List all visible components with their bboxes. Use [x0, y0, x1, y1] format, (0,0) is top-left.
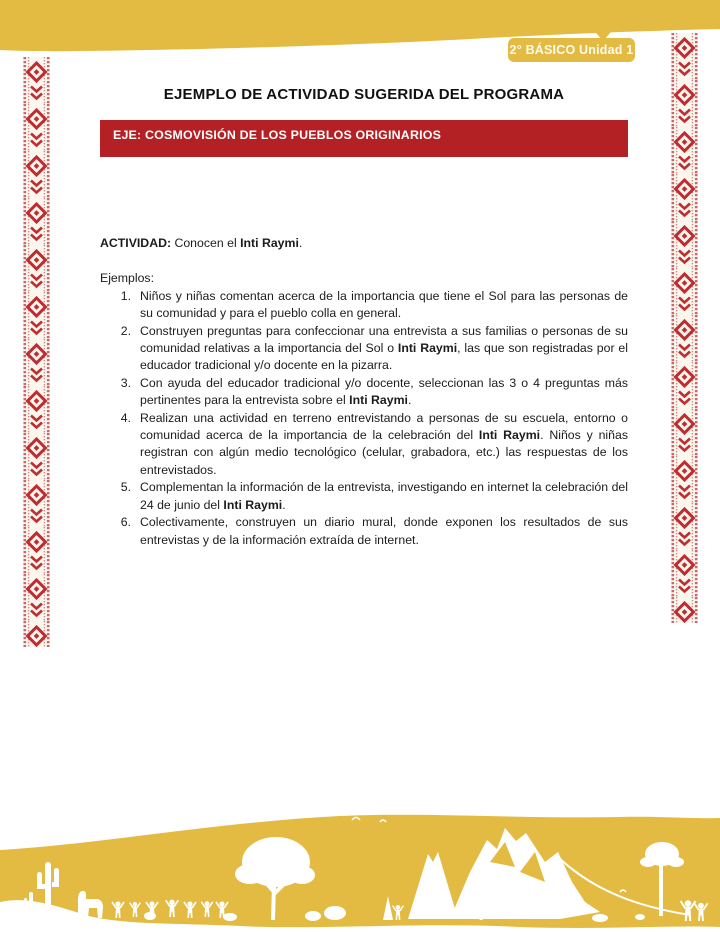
example-text: Niños y niñas comentan acerca de la importancia que tiene el Sol para las personas de su comunidad y para el pueblo colla en general. — [140, 288, 628, 321]
examples-list — [100, 288, 628, 549]
example-text: Realizan una actividad en terreno entrevistando a personas de su escuela, entorno o comunidad acerca de la importancia de la celebración del Inti Raymi. Niños y niñas registran con algún medio tecnológico (celular, grabadora, etc.) las respuestas de los entrevistados. — [140, 410, 628, 477]
left-textile-border-icon — [23, 57, 50, 647]
footer-landscape-icon — [0, 722, 720, 932]
activity-line: ACTIVIDAD: Conocen el Inti Raymi. — [100, 236, 303, 250]
example-text: Con ayuda del educador tradicional y/o docente, seleccionan las 3 o 4 preguntas más pertinentes para la entrevista sobre el Inti Raymi. — [140, 375, 628, 408]
example-number: 4. — [120, 410, 131, 425]
unit-badge: 2° BÁSICO Unidad 1 — [508, 38, 635, 62]
example-number: 3. — [120, 375, 131, 390]
example-item — [100, 375, 628, 410]
examples-label: Ejemplos: — [100, 271, 154, 286]
example-item — [100, 410, 628, 480]
example-item — [100, 479, 628, 514]
example-number: 2. — [120, 323, 131, 338]
right-textile-border-icon — [671, 33, 698, 623]
content-area — [100, 86, 628, 549]
example-number: 1. — [120, 288, 131, 303]
page-title: EJEMPLO DE ACTIVIDAD SUGERIDA DEL PROGRAMA — [163, 86, 565, 103]
example-item — [100, 288, 628, 323]
example-text: Colectivamente, construyen un diario mural, donde exponen los resultados de sus entrevistas y de la información extraída de internet. — [140, 515, 628, 547]
example-number: 5. — [120, 480, 131, 495]
eje-banner: EJE: COSMOVISIÓN DE LOS PUEBLOS ORIGINARIOS — [100, 120, 628, 157]
example-item — [100, 323, 628, 375]
example-text: Construyen preguntas para confeccionar una entrevista a sus familias o personas de su comunidad relativas a la importancia del Sol o Inti Raymi, las que son registradas por el educador tradicional y/o docente en la pizarra. — [140, 323, 628, 373]
example-text: Complementan la información de la entrevista, investigando en internet la celebración del 24 de junio del Inti Raymi. — [140, 480, 628, 512]
example-item — [100, 514, 628, 549]
example-number: 6. — [120, 515, 131, 530]
